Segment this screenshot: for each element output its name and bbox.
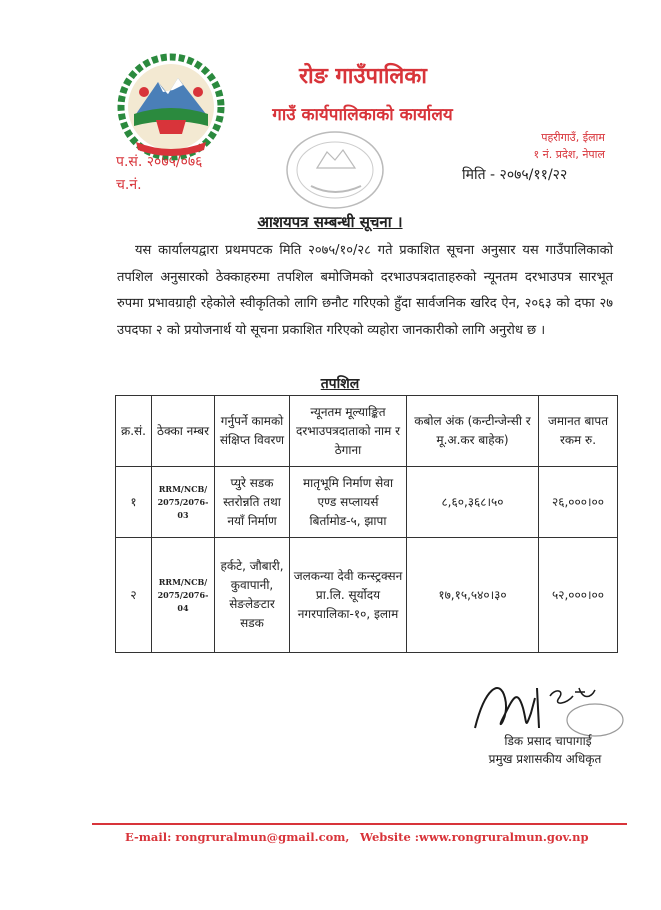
signatory-designation: प्रमुख प्रशासकीय अधिकृत (488, 752, 602, 766)
cell-bid-amount: १७,१५,५४०।३० (407, 538, 539, 653)
table-row (116, 538, 618, 653)
notice-date: मिति - २०७५/११/२२ (462, 167, 568, 183)
table-row (116, 467, 618, 538)
cell-security: ५२,०००।०० (539, 538, 618, 653)
header-bid-amount: कबोल अंक (कन्टीन्जेन्सी र मू.अ.कर बाहेक) (407, 396, 539, 467)
reference-number: प.सं. २०७५/०७६ (116, 154, 203, 170)
header-security: जमानत बापत रकम रु. (539, 396, 618, 467)
office-title: रोङ गाउँपालिका (299, 64, 427, 89)
cell-bidder: मातृभूमि निर्माण सेवा एण्ड सप्लायर्स बिर्तामोड-५, झापा (290, 467, 407, 538)
cell-security: २६,०००।०० (539, 467, 618, 538)
header-description: गर्नुपर्ने कामको संक्षिप्त विवरण (215, 396, 290, 467)
footer-divider (92, 823, 627, 825)
footer-email: E-mail: rongruralmun@gmail.com, (125, 830, 350, 844)
cell-sn: १ (116, 467, 152, 538)
office-subtitle: गाउँ कार्यपालिकाको कार्यालय (272, 105, 453, 125)
cell-description: हर्कटे, जौबारी, कुवापानी, सेङलेङटार सडक (215, 538, 290, 653)
header-bidder: न्यूनतम मूल्याङ्कित दरभाउपत्रदाताको नाम र ठेगाना (290, 396, 407, 467)
table-header-row (116, 396, 618, 467)
office-stamp-watermark (283, 128, 388, 213)
header-contract-no: ठेक्का नम्बर (152, 396, 215, 467)
contracts-table (115, 395, 618, 653)
notice-heading: आशयपत्र सम्बन्धी सूचना । (257, 213, 403, 231)
cell-contract-no: RRM/NCB/ 2075/2076-04 (152, 538, 215, 653)
cell-sn: २ (116, 538, 152, 653)
dispatch-number: च.नं. (116, 177, 142, 193)
address-line-1: पहरीगाउँ, ईलाम (541, 131, 605, 144)
address-line-2: १ नं. प्रदेश, नेपाल (533, 148, 605, 161)
notice-body: यस कार्यालयद्वारा प्रथमपटक मिति २०७५/१०/२८ गते प्रकाशित सूचना अनुसार यस गाउँपालिकाको तपशिल अनुसारको ठेक्काहरुमा तपशिल बमोजिमको दरभाउपत्रदाताहरुको न्यूनतम दरभाउपत्र सारभूत रुपमा प्रभावग्राही रहेकोले स्वीकृतिको लागि छनौट गरिएको हुँदा सार्वजनिक खरिद ऐन, २०६३ को दफा २७ उपदफा २ को प्रयोजनार्थ यो सूचना प्रकाशित गरिएको व्यहोरा जानकारीको लागि अनुरोध छ । (117, 243, 613, 338)
cell-description: प्युरे सडक स्तरोन्नति तथा नयाँ निर्माण (215, 467, 290, 538)
signatory-name: डिक प्रसाद चापागाई (504, 734, 592, 748)
cell-contract-no: RRM/NCB/ 2075/2076-03 (152, 467, 215, 538)
table-caption: तपशिल (320, 376, 360, 392)
cell-bidder: जलकन्या देवी कन्स्ट्रक्सन प्रा.लि. सूर्योदय नगरपालिका-१०, इलाम (290, 538, 407, 653)
nepal-emblem-logo (116, 52, 226, 162)
cell-bid-amount: ८,६०,३६८।५० (407, 467, 539, 538)
footer-website: Website :www.rongruralmun.gov.np (360, 830, 589, 844)
header-sn: क्र.सं. (116, 396, 152, 467)
